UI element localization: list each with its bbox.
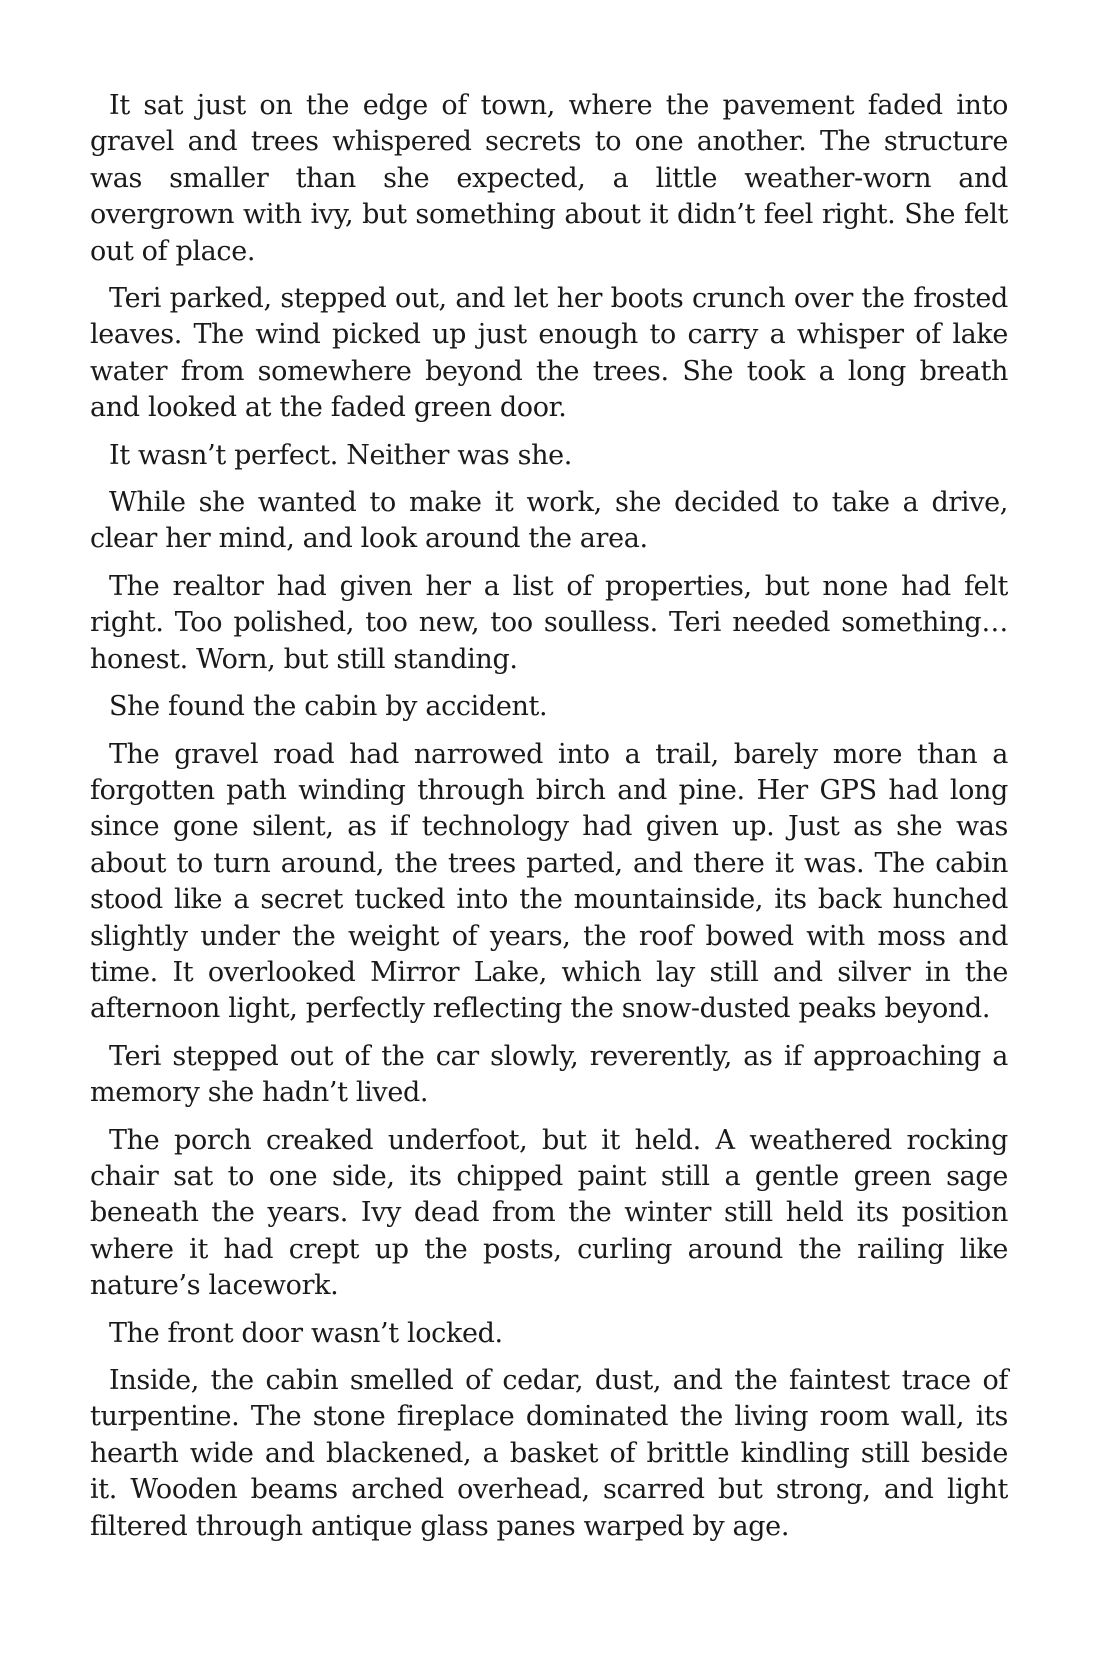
paragraph: It wasn’t perfect. Neither was she. xyxy=(109,439,572,471)
paragraph: She found the cabin by accident. xyxy=(109,691,548,723)
paragraph: While she wanted to make it work, she decided to take a drive, clear her mind, and look around the area. xyxy=(90,487,1008,555)
paragraph: The porch creaked underfoot, but it held. A weathered rocking chair sat to one side, its chipped paint still a gentle green sage beneath the years. Ivy dead from the winter still held its position where it had crept up the posts, curling around the railing like nature’s lacework. xyxy=(90,1124,1008,1302)
page-text xyxy=(90,88,1008,1556)
paragraph: Teri stepped out of the car slowly, reverently, as if approaching a memory she hadn’t lived. xyxy=(90,1040,1008,1109)
paragraph: Inside, the cabin smelled of cedar, dust, and the faintest trace of turpentine. The stone fireplace dominated the living room wall, its hearth wide and blackened, a basket of brittle kindling still beside it. Wooden beams arched overhead, scarred but strong, and light filtered through antique glass panes warped by age. xyxy=(90,1365,1008,1542)
paragraph: It sat just on the edge of town, where the pavement faded into gravel and trees whispered secrets to one another. The structure was smaller than she expected, a little weather-worn and overgrown with ivy, but something about it didn’t feel right. She felt out of place. xyxy=(90,90,1008,267)
paragraph: Teri parked, stepped out, and let her boots crunch over the frosted leaves. The wind picked up just enough to carry a whisper of lake water from somewhere beyond the trees. She took a long breath and looked at the faded green door. xyxy=(90,283,1008,424)
paragraph: The front door wasn’t locked. xyxy=(109,1317,503,1349)
paragraph: The realtor had given her a list of properties, but none had felt right. Too polished, too new, too soulless. Teri needed something… honest. Worn, but still standing. xyxy=(90,570,1008,675)
paragraph: The gravel road had narrowed into a trail, barely more than a forgotten path winding through birch and pine. Her GPS had long since gone silent, as if technology had given up. Just as she was about to turn around, the trees parted, and there it was. The cabin stood like a secret tucked into the mountainside, its back hunched slightly under the weight of years, the roof bowed with moss and time. It overlooked Mirror Lake, which lay still and silver in the afternoon light, perfectly reflecting the snow-dusted peaks beyond. xyxy=(90,738,1008,1025)
